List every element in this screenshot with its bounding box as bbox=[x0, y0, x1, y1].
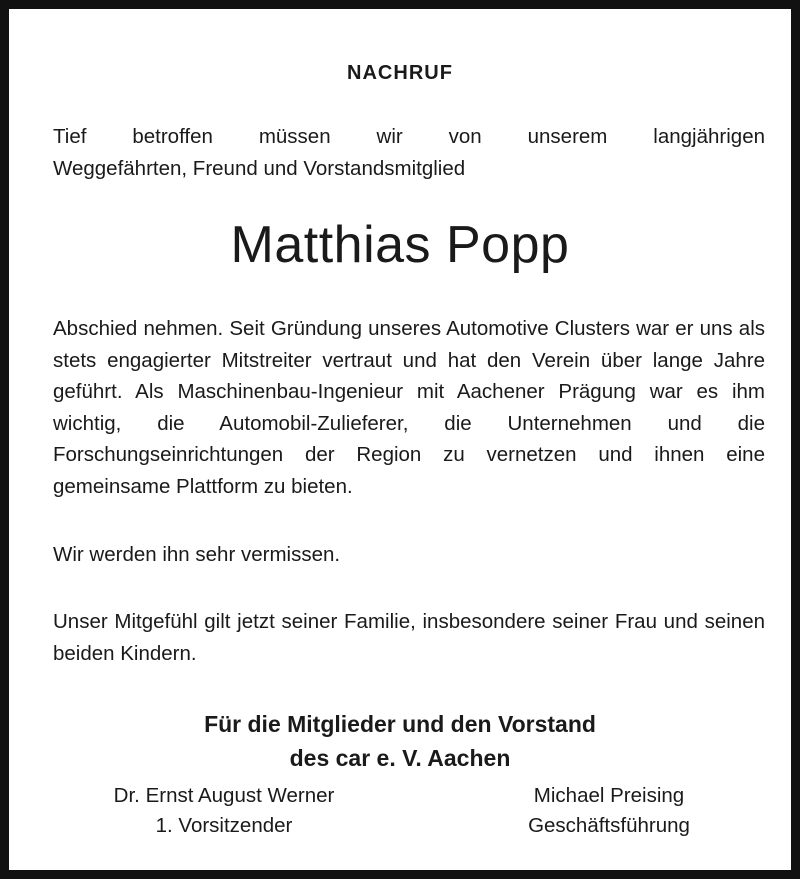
intro-line-2: Weggefährten, Freund und Vorstandsmitglied bbox=[53, 156, 466, 180]
signer-role: Geschäftsführung bbox=[528, 814, 690, 837]
signature-line-2: des car e. V. Aachen bbox=[289, 745, 511, 771]
deceased-name: Matthias Popp bbox=[230, 216, 570, 274]
signer-name: Michael Preising bbox=[533, 784, 685, 807]
signer-role: 1. Vorsitzender bbox=[155, 814, 293, 837]
signer-left bbox=[69, 781, 379, 841]
signature-line-1: Für die Mitglieder und den Vorstand bbox=[204, 711, 596, 737]
intro-paragraph bbox=[53, 121, 765, 184]
miss-paragraph: Wir werden ihn sehr vermissen. bbox=[53, 543, 341, 566]
signer-right bbox=[469, 781, 749, 841]
signer-name: Dr. Ernst August Werner bbox=[113, 784, 335, 807]
body-paragraph: Abschied nehmen. Seit Gründung unseres Automotive Clusters war er uns als stets engagierter Mitstreiter vertraut und hat den Verein über lange Jahre geführt. Als Maschinenbau-Ingenieur mit Aachener Prägung war es ihm wichtig, die Automobil-Zulieferer, die Unternehmen und die Forschungseinrichtungen der Region zu vernetzen und ihnen eine gemeinsame Plattform zu bieten. bbox=[53, 317, 765, 498]
notice-heading: NACHRUF bbox=[347, 62, 453, 84]
intro-line-1: Tief betroffen müssen wir von unserem langjährigen bbox=[53, 125, 765, 148]
sympathy-paragraph: Unser Mitgefühl gilt jetzt seiner Familie, insbesondere seiner Frau und seinen beiden Kindern. bbox=[53, 610, 765, 665]
